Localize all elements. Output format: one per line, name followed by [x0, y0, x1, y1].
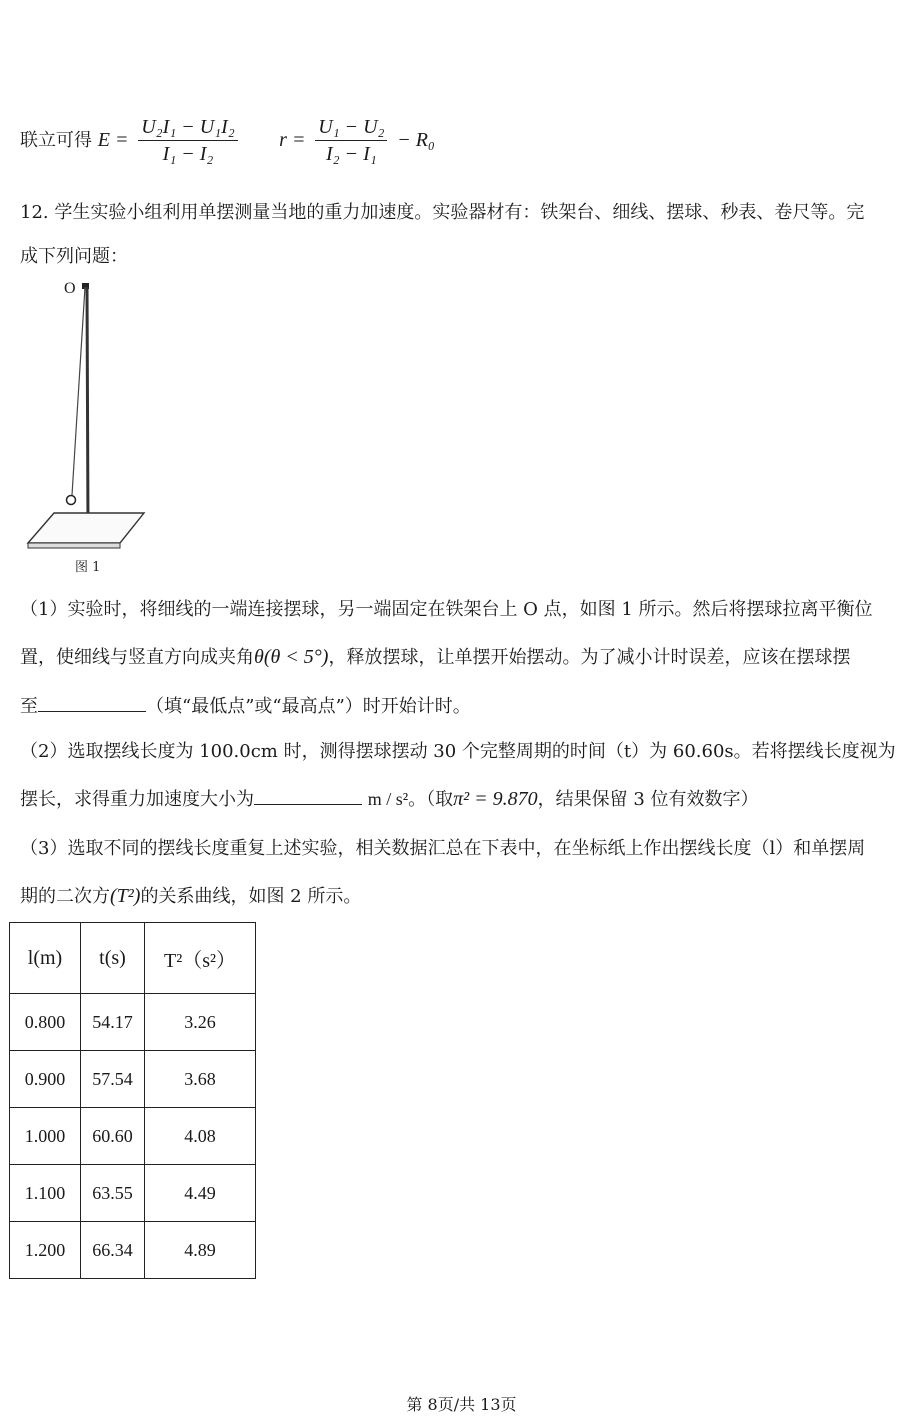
- cell-period-squared: 3.68: [145, 1051, 256, 1108]
- table-row: [10, 994, 256, 1051]
- formula-r-lhs: r =: [279, 129, 306, 151]
- part3-line-2-text-b: 的关系曲线，如图 2 所示。: [140, 886, 362, 907]
- part1-line-2: [20, 643, 850, 669]
- formula-r-tail: − R₀: [397, 129, 435, 151]
- part2-line-2: [20, 785, 759, 811]
- table-row: [10, 1051, 256, 1108]
- cell-time: 66.34: [81, 1222, 145, 1279]
- page-number: 第 8页/共 13页: [406, 1395, 517, 1414]
- part1-line-3: [20, 692, 471, 718]
- pi-squared-value: π² = 9.870: [453, 788, 538, 810]
- cell-length: 0.800: [10, 994, 81, 1051]
- cell-period-squared: 4.49: [145, 1165, 256, 1222]
- formula-E-numerator: U₂I₁ − U₁I₂: [138, 116, 238, 141]
- cell-time: 63.55: [81, 1165, 145, 1222]
- part1-line-1: （1）实验时，将细线的一端连接摆球，另一端固定在铁架台上 O 点，如图 1 所示。然后将摆球拉离平衡位: [20, 599, 873, 620]
- data-table: [9, 922, 256, 1279]
- cell-length: 1.000: [10, 1108, 81, 1165]
- cell-length: 0.900: [10, 1051, 81, 1108]
- cell-length: 1.200: [10, 1222, 81, 1279]
- question-line-2: 成下列问题：: [20, 246, 128, 267]
- table-row: [10, 1108, 256, 1165]
- point-o-label: O: [64, 280, 76, 297]
- cell-period-squared: 4.08: [145, 1108, 256, 1165]
- pendulum-bob: [67, 496, 76, 505]
- header-period-squared: T²（s²）: [145, 923, 256, 994]
- part3-line-2-text-a: 期的二次方: [20, 886, 110, 907]
- part1-line-2-text-a: 置，使细线与竖直方向成夹角: [20, 647, 254, 668]
- cell-period-squared: 4.89: [145, 1222, 256, 1279]
- pendulum-figure: [20, 275, 160, 575]
- period-squared: (T²): [110, 885, 141, 907]
- part1-line-3-text-a: 至: [20, 696, 38, 717]
- formula-line: [20, 116, 435, 166]
- formula-r-numerator: U₁ − U₂: [315, 116, 387, 141]
- part2-line-2-text-b: 。（取: [408, 789, 454, 810]
- part2-line-2-text-c: ，结果保留 3 位有效数字）: [537, 789, 759, 810]
- formula-E-denominator: I₁ − I₂: [162, 143, 214, 165]
- part3-line-1: （3）选取不同的摆线长度重复上述实验，相关数据汇总在下表中，在坐标纸上作出摆线长度（l）和单摆周: [20, 838, 866, 859]
- part2-line-2-text-a: 摆长，求得重力加速度大小为: [20, 789, 254, 810]
- figure-caption: 图 1: [75, 560, 101, 575]
- question-line-1: 12. 学生实验小组利用单摆测量当地的重力加速度。实验器材有：铁架台、细线、摆球、秒表、卷尺等。完: [20, 202, 865, 223]
- formula-r-fraction: [315, 116, 387, 166]
- formula-E-fraction: [138, 116, 238, 166]
- table-row: [10, 1222, 256, 1279]
- header-time: t(s): [81, 923, 145, 994]
- pendulum-string: [72, 287, 85, 495]
- part1-line-2-text-b: ，释放摆球，让单摆开始摆动。为了减小计时误差，应该在摆球摆: [328, 647, 851, 668]
- header-length: l(m): [10, 923, 81, 994]
- stand-base: [28, 513, 144, 543]
- cell-time: 54.17: [81, 994, 145, 1051]
- formula-r-denominator: I₂ − I₁: [325, 143, 377, 165]
- stand-rod: [87, 287, 88, 527]
- answer-blank-2[interactable]: [254, 788, 362, 805]
- cell-time: 60.60: [81, 1108, 145, 1165]
- cell-time: 57.54: [81, 1051, 145, 1108]
- part1-line-3-text-b: （填“最低点”或“最高点”）时开始计时。: [146, 696, 471, 717]
- angle-condition: θ(θ < 5°): [254, 646, 329, 668]
- stand-base-edge: [28, 543, 120, 548]
- part2-line-1: （2）选取摆线长度为 100.0cm 时，测得摆球摆动 30 个完整周期的时间（t）为 60.60s。若将摆线长度视为: [20, 741, 896, 762]
- formula-E-lhs: E =: [97, 129, 129, 151]
- cell-period-squared: 3.26: [145, 994, 256, 1051]
- table-row: [10, 1165, 256, 1222]
- answer-blank-1[interactable]: [38, 695, 146, 712]
- acceleration-unit: m / s²: [367, 789, 409, 809]
- part3-line-2: [20, 882, 361, 908]
- cell-length: 1.100: [10, 1165, 81, 1222]
- table-header-row: [10, 923, 256, 994]
- formula-prefix: 联立可得: [20, 130, 92, 151]
